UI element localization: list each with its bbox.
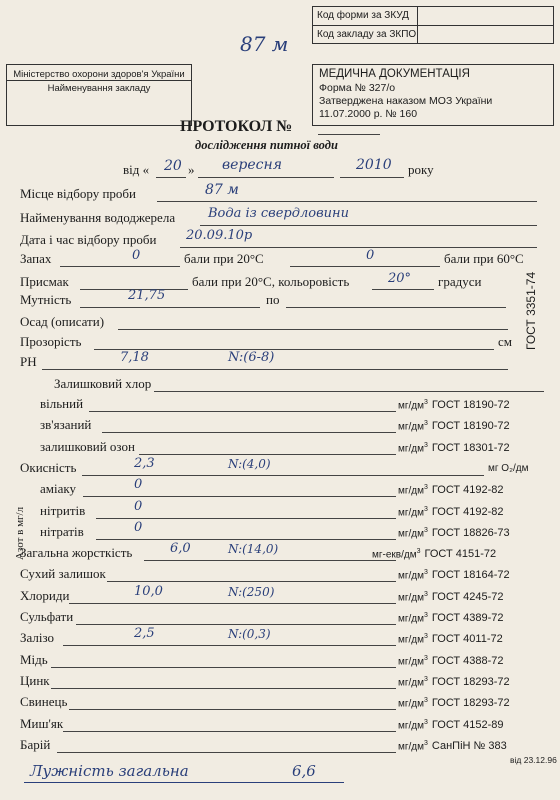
- row-standard: ГОСТ 18826-73: [431, 527, 510, 540]
- unit-sup: 3: [424, 655, 428, 662]
- medical-docs-box: [312, 64, 554, 126]
- unit-sup: 3: [424, 697, 428, 704]
- row-unit: [398, 527, 510, 539]
- form-code-label: Код форми за ЗКУД: [317, 10, 409, 21]
- row-standard: ГОСТ 4388-72: [431, 655, 504, 668]
- unit-text: мг/дм: [398, 634, 425, 646]
- row-unit: [398, 655, 504, 667]
- row-line: [63, 731, 396, 732]
- unit-text: мг/дм: [398, 570, 425, 582]
- smell-value-60: 0: [366, 248, 375, 263]
- row-label: Цинк: [20, 673, 50, 688]
- row-unit: [398, 399, 510, 411]
- row-unit: [398, 591, 504, 603]
- row-label: Загальна жорсткість: [20, 545, 133, 560]
- row-unit: [398, 740, 507, 752]
- nitrogen-vertical: Азот в мг/л: [14, 506, 26, 560]
- row-label: Мідь: [20, 652, 48, 667]
- unit-sup: 3: [424, 719, 428, 726]
- row-line: [96, 539, 396, 540]
- unit-sup: 3: [424, 420, 428, 427]
- row-unit: [372, 548, 496, 560]
- row-line: [69, 603, 396, 604]
- row-label: залишковий озон: [40, 439, 135, 454]
- row-line: [76, 624, 396, 625]
- row-unit: [398, 420, 510, 432]
- approved-date: 11.07.2000 р. № 160: [319, 108, 418, 120]
- turbidity-label: Мутність: [20, 292, 72, 307]
- unit-sup: 3: [424, 612, 428, 619]
- smell-value-20: 0: [132, 248, 141, 263]
- row-label: нітритів: [40, 503, 86, 518]
- row-standard: ГОСТ 4389-72: [431, 612, 504, 625]
- row-label: Залізо: [20, 630, 55, 645]
- date-month: вересня: [222, 157, 283, 173]
- unit-text: мг/дм: [398, 698, 425, 710]
- row-label: Миш'як: [20, 716, 64, 731]
- unit-sup: 3: [424, 484, 428, 491]
- institution-code-label: Код закладу за ЗКПО: [317, 29, 417, 40]
- protocol-subtitle: дослідження питної води: [195, 138, 338, 152]
- ministry-box: [6, 64, 192, 126]
- transparency-unit: см: [498, 334, 512, 349]
- row-label: Окисність: [20, 460, 77, 475]
- datetime-label: Дата і час відбору проби: [20, 232, 157, 247]
- smell-label: Запах: [20, 251, 52, 266]
- row-unit: [398, 569, 510, 581]
- protocol-title: ПРОТОКОЛ №: [180, 118, 293, 135]
- unit-sup: 3: [424, 442, 428, 449]
- sanpin-date: від 23.12.96: [510, 755, 557, 765]
- unit-text: мг/дм: [398, 677, 425, 689]
- unit-text: мг/дм: [398, 400, 425, 412]
- unit-text: мг/дм: [398, 485, 425, 497]
- row-line: [63, 645, 396, 646]
- taste-label: Присмак: [20, 274, 69, 289]
- row-label: Сухий залишок: [20, 566, 106, 581]
- row-unit: [398, 484, 504, 496]
- ph-label: PH: [20, 354, 37, 369]
- date-quote: »: [188, 162, 195, 177]
- row-norm: N:(250): [228, 585, 275, 599]
- code-box: [312, 6, 554, 44]
- row-label: Барій: [20, 737, 51, 752]
- row-standard: ГОСТ 18164-72: [431, 569, 510, 582]
- row-line: [51, 688, 396, 689]
- row-standard: ГОСТ 4192-82: [431, 506, 504, 519]
- datetime-value: 20.09.10р: [186, 228, 253, 243]
- date-year: 2010: [356, 157, 392, 173]
- unit-text: мг-екв/дм: [372, 549, 417, 561]
- row-label: Хлориди: [20, 588, 70, 603]
- row-unit: [398, 612, 504, 624]
- unit-text: мг/дм: [398, 421, 425, 433]
- row-label: зв'язаний: [40, 417, 92, 432]
- alkalinity-label: Лужність загальна: [30, 762, 189, 780]
- taste-suffix: градуси: [438, 274, 482, 289]
- unit-sup: 3: [424, 506, 428, 513]
- unit-sup: 3: [424, 527, 428, 534]
- unit-text: мг О: [488, 463, 510, 474]
- row-line: [51, 667, 396, 668]
- row-standard: ГОСТ 4192-82: [431, 484, 504, 497]
- row-line: [102, 432, 396, 433]
- row-line: [57, 752, 396, 753]
- row-standard: ГОСТ 4152-89: [431, 719, 504, 732]
- row-value: 10,0: [134, 584, 163, 599]
- row-value: 0: [134, 499, 143, 514]
- turbidity-value: 21,75: [128, 288, 166, 303]
- smell-60-text: бали при 60°С: [444, 251, 524, 266]
- ph-value: 7,18: [120, 350, 149, 365]
- unit-sup: 3: [416, 548, 421, 555]
- place-label: Місце відбору проби: [20, 186, 137, 201]
- row-line: [107, 581, 396, 582]
- unit-sup: 3: [424, 591, 428, 598]
- row-standard: ГОСТ 4011-72: [431, 633, 503, 646]
- institution-name-label: Найменування закладу: [47, 83, 151, 94]
- gost-vertical: ГОСТ 3351-74: [524, 271, 538, 350]
- row-label: аміаку: [40, 481, 77, 496]
- unit-text: мг/дм: [398, 443, 425, 455]
- row-line: [96, 518, 396, 519]
- smell-20-text: бали при 20°С: [184, 251, 264, 266]
- row-standard: ₂/дм: [509, 463, 529, 474]
- row-unit: [398, 506, 504, 518]
- row-label: нітратів: [40, 524, 84, 539]
- residual-chlorine-label: Залишковий хлор: [54, 376, 152, 391]
- row-label: Свинець: [20, 694, 68, 709]
- row-unit: [398, 442, 510, 454]
- row-standard: ГОСТ 18190-72: [431, 420, 510, 433]
- unit-text: мг/дм: [398, 507, 425, 519]
- row-value: 0: [134, 477, 143, 492]
- row-standard: ГОСТ 18293-72: [431, 697, 510, 710]
- row-standard: ГОСТ 4151-72: [424, 548, 497, 561]
- row-line: [82, 475, 484, 476]
- turbidity-by-label: по: [266, 292, 280, 307]
- row-line: [139, 454, 396, 455]
- row-standard: ГОСТ 18293-72: [431, 676, 510, 689]
- unit-text: мг/дм: [398, 741, 425, 753]
- unit-text: мг/дм: [398, 656, 425, 668]
- ph-norm: N:(6-8): [228, 350, 275, 365]
- row-unit: [398, 633, 503, 645]
- unit-sup: 3: [424, 569, 428, 576]
- sediment-label: Осад (описати): [20, 314, 105, 329]
- form-number: Форма № 327/о: [319, 82, 396, 94]
- transparency-label: Прозорість: [20, 334, 82, 349]
- unit-text: мг/дм: [398, 613, 425, 625]
- row-standard: СанПіН № 383: [431, 740, 507, 753]
- color-value: 20°: [388, 271, 412, 286]
- row-unit: [398, 676, 510, 688]
- row-line: [144, 560, 396, 561]
- row-line: [83, 496, 396, 497]
- row-label: вільний: [40, 396, 84, 411]
- row-value: 0: [134, 520, 143, 535]
- unit-sup: 3: [424, 740, 428, 747]
- source-value: Вода із свердловини: [208, 206, 349, 221]
- date-year-suffix: року: [408, 162, 434, 177]
- approved-text: Затверджена наказом МОЗ України: [319, 95, 493, 107]
- row-standard: ГОСТ 4245-72: [431, 591, 504, 604]
- row-line: [89, 411, 396, 412]
- unit-text: мг/дм: [398, 528, 425, 540]
- date-day: 20: [164, 158, 182, 174]
- row-value: 6,0: [170, 541, 191, 556]
- source-label: Найменування вододжерела: [20, 210, 176, 225]
- ministry-name: Міністерство охорони здоров'я України: [13, 69, 185, 80]
- row-unit: [398, 697, 510, 709]
- alkalinity-value: 6,6: [292, 762, 316, 780]
- date-prefix: від «: [123, 162, 150, 177]
- row-value: 2,3: [134, 456, 155, 471]
- row-unit: [398, 719, 504, 731]
- unit-sup: 3: [424, 399, 428, 406]
- row-norm: N:(4,0): [228, 457, 271, 471]
- row-standard: ГОСТ 18301-72: [431, 442, 510, 455]
- unit-sup: 3: [424, 676, 428, 683]
- unit-text: мг/дм: [398, 592, 425, 604]
- taste-text: бали при 20°С, кольоровість: [192, 274, 350, 289]
- medical-docs-title: МЕДИЧНА ДОКУМЕНТАЦІЯ: [319, 68, 470, 80]
- unit-sup: 3: [424, 633, 428, 640]
- handwritten-ref: 87 м: [240, 32, 289, 56]
- unit-text: мг/дм: [398, 720, 425, 732]
- place-value: 87 м: [205, 182, 239, 198]
- row-label: Сульфати: [20, 609, 74, 624]
- row-unit: [488, 463, 528, 474]
- row-norm: N:(0,3): [228, 627, 271, 641]
- row-norm: N:(14,0): [228, 542, 279, 556]
- row-value: 2,5: [134, 626, 155, 641]
- row-line: [69, 709, 396, 710]
- row-standard: ГОСТ 18190-72: [431, 399, 510, 412]
